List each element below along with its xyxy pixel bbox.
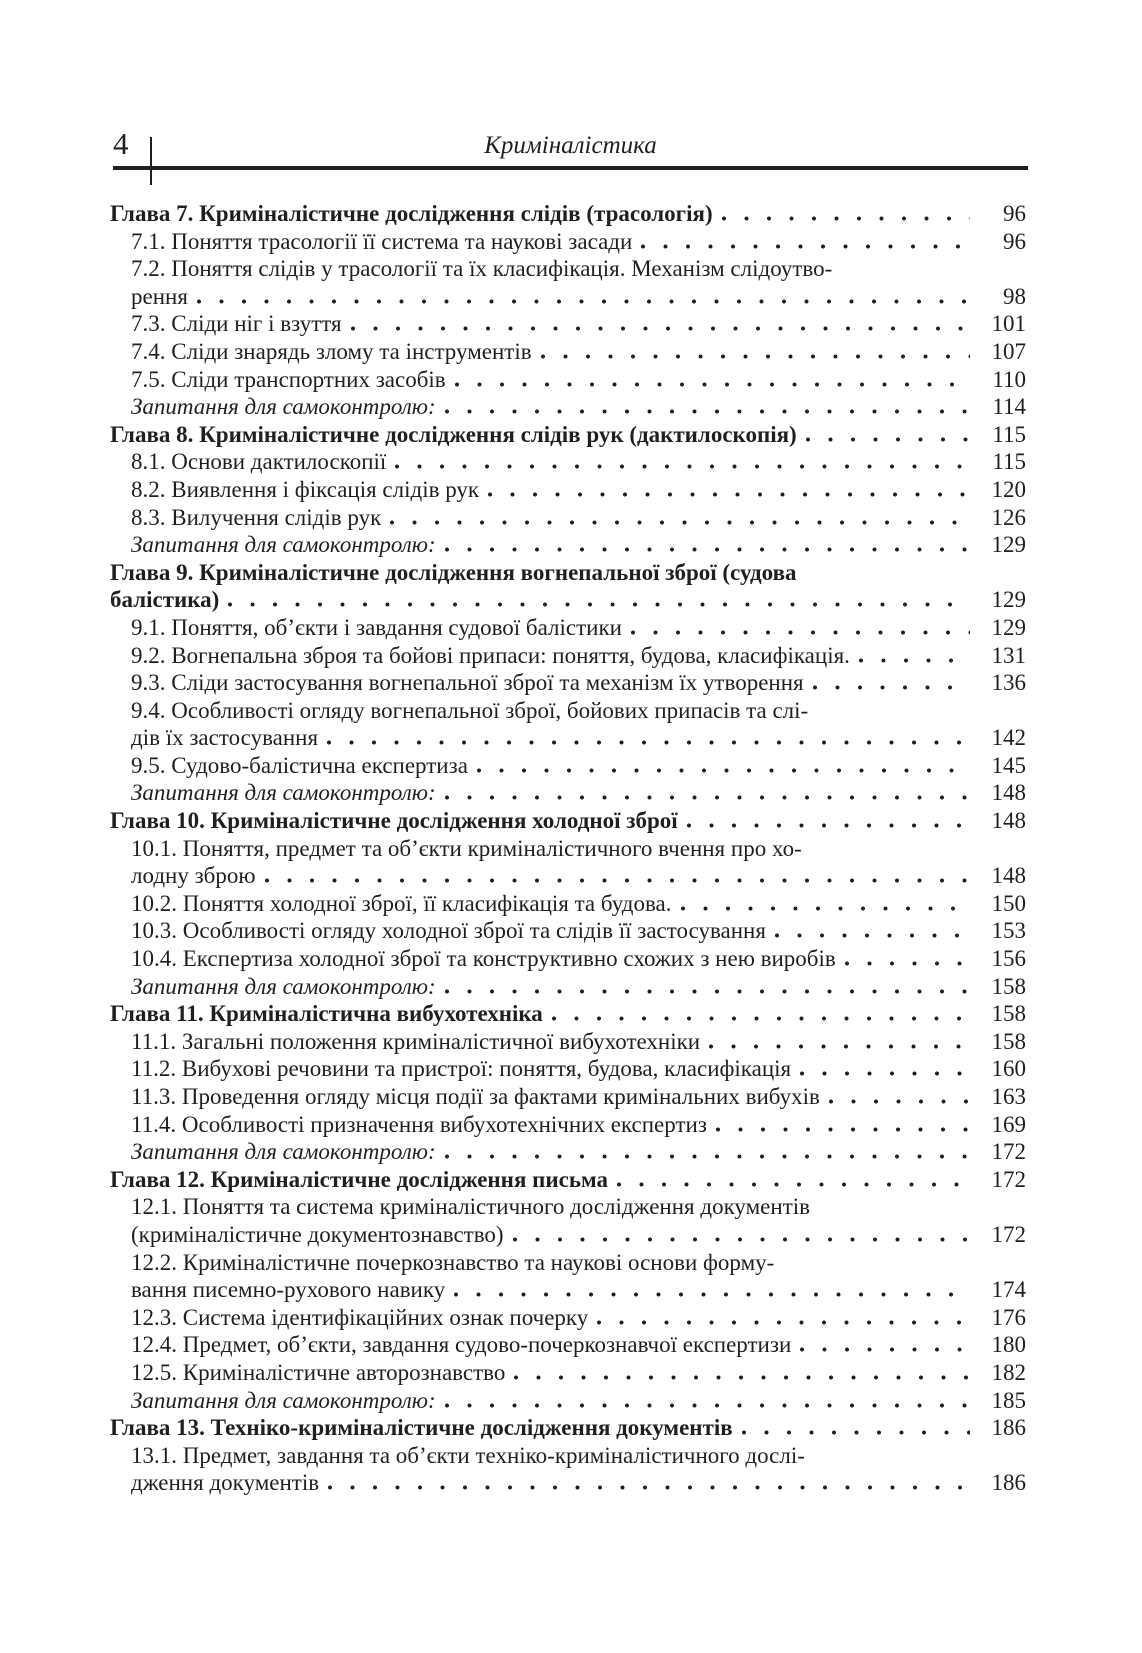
toc-row	[110, 1387, 1026, 1415]
toc-entry-page: 176	[991, 1304, 1026, 1330]
toc-entry-text: 11.3. Проведення огляду місця події за фактами кримінальних вибухів	[131, 1084, 820, 1109]
toc-row	[110, 1359, 1026, 1387]
toc-entry-text: 7.1. Поняття трасології її система та наукові засади	[131, 228, 633, 254]
toc-leader-dots	[686, 823, 970, 828]
toc-entry-page: 129	[991, 587, 1026, 613]
toc-entry-page: 163	[991, 1084, 1026, 1109]
toc-row	[110, 752, 1026, 780]
toc-row	[110, 476, 1026, 504]
toc-entry-text: Глава 9. Криміналістичне дослідження вогнепальної зброї (судова	[110, 559, 797, 585]
toc-entry-page: 156	[991, 946, 1026, 972]
toc-entry-page: 129	[991, 532, 1026, 558]
toc-entry-text: Запитання для самоконтролю:	[131, 1387, 436, 1413]
toc-row	[110, 531, 1026, 559]
toc-entry-text: рення	[131, 283, 188, 309]
toc-leader-dots	[513, 1375, 970, 1380]
toc-leader-dots	[640, 244, 970, 249]
toc-leader-dots	[799, 1347, 970, 1352]
toc-entry-page: 148	[991, 780, 1026, 806]
toc-entry-text: Запитання для самоконтролю:	[131, 973, 436, 999]
toc-row	[110, 1083, 1026, 1111]
toc-leader-dots	[616, 1182, 970, 1187]
toc-row	[110, 1469, 1026, 1497]
toc-row	[110, 669, 1026, 697]
toc-entry-page: 131	[991, 642, 1026, 668]
toc-entry-page: 160	[991, 1056, 1026, 1082]
toc-row	[110, 200, 1026, 228]
toc-entry-text: дів їх застосування	[131, 725, 319, 751]
toc-entry-page: 107	[991, 338, 1026, 364]
toc-row	[110, 1166, 1026, 1194]
toc-leader-dots	[394, 464, 970, 469]
toc-leader-dots	[799, 1071, 970, 1076]
toc-entry-page: 115	[992, 421, 1026, 447]
toc-leader-dots	[551, 1016, 970, 1021]
toc-row	[110, 366, 1026, 394]
toc-entry-text: 7.5. Сліди транспортних засобів	[131, 366, 446, 392]
toc-row	[110, 1414, 1026, 1442]
toc-leader-dots	[844, 961, 970, 966]
toc-row	[110, 917, 1026, 945]
toc-leader-dots	[444, 1403, 970, 1408]
toc-entry-text: Глава 7. Криміналістичне дослідження слідів (трасологія)	[110, 201, 713, 226]
toc-entry-text: 12.4. Предмет, об’єкти, завдання судово-почеркознавчої експертизи	[131, 1332, 792, 1358]
toc-leader-dots	[487, 492, 970, 497]
toc-entry-page: 185	[991, 1387, 1026, 1413]
toc-leader-dots	[444, 409, 970, 414]
toc-entry-text: 9.3. Сліди застосування вогнепальної зброї та механізм їх утворення	[131, 670, 804, 696]
toc-row	[110, 1000, 1026, 1028]
toc-entry-text: 8.3. Вилучення слідів рук	[131, 504, 382, 530]
toc-row	[110, 421, 1026, 449]
toc-leader-dots	[444, 989, 970, 994]
toc-row	[110, 448, 1026, 476]
toc-leader-dots	[741, 1430, 970, 1435]
toc-entry-page: 186	[991, 1470, 1026, 1496]
toc-entry-text: Глава 12. Криміналістичне дослідження письма	[110, 1166, 609, 1192]
toc-row	[110, 973, 1026, 1001]
toc-row	[110, 1331, 1026, 1359]
toc-entry-text: 12.1. Поняття та система криміналістичного дослідження документів	[131, 1194, 810, 1220]
toc-entry-text: Запитання для самоконтролю:	[131, 1139, 436, 1165]
toc-entry-text: 9.5. Судово-балістична експертиза	[131, 752, 468, 778]
toc-row	[110, 697, 1026, 725]
toc-entry-page: 169	[991, 1111, 1026, 1137]
toc-row	[110, 1138, 1026, 1166]
toc-row	[110, 779, 1026, 807]
toc-row	[110, 559, 1026, 587]
toc-entry-text: лодну зброю	[131, 863, 256, 889]
toc-entry-text: 9.1. Поняття, об’єкти і завдання судової балістики	[131, 614, 622, 640]
toc-entry-page: 172	[991, 1221, 1026, 1247]
toc-entry-text: 10.4. Експертиза холодної зброї та конструктивно схожих з нею виробів	[131, 946, 836, 972]
toc-leader-dots	[227, 602, 970, 607]
toc-entry-page: 180	[991, 1332, 1026, 1358]
toc-entry-text: Глава 8. Криміналістичне дослідження слідів рук (дактилоскопія)	[110, 421, 797, 447]
toc-entry-text: 9.2. Вогнепальна зброя та бойові припаси: поняття, будова, класифікація.	[131, 642, 850, 668]
toc-entry-page: 120	[991, 476, 1026, 502]
toc-entry-page: 172	[991, 1166, 1026, 1192]
toc-row	[110, 1304, 1026, 1332]
toc-row	[110, 1193, 1026, 1221]
toc-leader-dots	[774, 933, 970, 938]
toc-row	[110, 835, 1026, 863]
toc-leader-dots	[512, 1237, 970, 1242]
toc-leader-dots	[476, 768, 970, 773]
toc-leader-dots	[389, 520, 970, 525]
toc-row	[110, 945, 1026, 973]
toc-entry-text: 12.5. Криміналістичне авторознавство	[131, 1359, 506, 1385]
toc-row	[110, 283, 1026, 311]
toc-entry-page: 186	[991, 1415, 1026, 1441]
toc-leader-dots	[721, 216, 970, 221]
toc-leader-dots	[444, 1154, 970, 1159]
toc-row	[110, 724, 1026, 752]
toc-entry-page: 158	[991, 973, 1026, 999]
toc-entry-page: 126	[991, 504, 1026, 530]
toc-entry-page: 110	[992, 366, 1026, 392]
toc-entry-text: 7.4. Сліди знарядь злому та інструментів	[131, 338, 532, 364]
toc-leader-dots	[264, 878, 970, 883]
toc-entry-page: 96	[1003, 228, 1026, 254]
toc-entry-text: 8.1. Основи дактилоскопії	[131, 449, 387, 475]
toc-entry-page: 148	[991, 808, 1026, 834]
toc-entry-text: 10.1. Поняття, предмет та об’єкти криміналістичного вчення про хо-	[131, 835, 802, 861]
toc-entry-text: 9.4. Особливості огляду вогнепальної зброї, бойових припасів та слі-	[131, 697, 809, 723]
toc-entry-page: 129	[991, 614, 1026, 640]
toc-entry-page: 136	[991, 670, 1026, 696]
toc-row	[110, 393, 1026, 421]
toc-entry-page: 182	[991, 1359, 1026, 1385]
toc-leader-dots	[326, 740, 970, 745]
toc-entry-text: 12.3. Система ідентифікаційних ознак почерку	[131, 1304, 589, 1330]
toc-row	[110, 1221, 1026, 1249]
toc-row	[110, 1055, 1026, 1083]
toc-entry-text: 11.4. Особливості призначення вибухотехнічних експертиз	[131, 1111, 707, 1137]
header-rule	[113, 166, 1028, 170]
toc-leader-dots	[812, 685, 970, 690]
toc-entry-page: 172	[991, 1139, 1026, 1165]
toc-entry-text: 11.1. Загальні положення криміналістичної вибухотехніки	[131, 1028, 701, 1054]
toc-entry-text: 10.3. Особливості огляду холодної зброї та слідів її застосування	[131, 918, 766, 944]
running-header-title: Криміналістика	[484, 132, 657, 159]
toc-leader-dots	[454, 382, 970, 387]
toc-row	[110, 1028, 1026, 1056]
toc-leader-dots	[858, 658, 970, 663]
toc-entry-text: 8.2. Виявлення і фіксація слідів рук	[131, 476, 480, 502]
toc-row	[110, 1111, 1026, 1139]
toc-row	[110, 862, 1026, 890]
toc-row	[110, 338, 1026, 366]
toc-entry-text: вання писемно-рухового навику	[131, 1277, 446, 1303]
toc-entry-page: 114	[992, 394, 1026, 420]
toc-entry-text: Запитання для самоконтролю:	[131, 532, 436, 558]
toc-row	[110, 504, 1026, 532]
toc-entry-text: Глава 11. Криміналістична вибухотехніка	[110, 1001, 543, 1027]
toc-entry-page: 96	[1003, 201, 1026, 226]
toc-entry-page: 153	[991, 918, 1026, 944]
toc-leader-dots	[444, 795, 970, 800]
toc-row	[110, 1249, 1026, 1277]
toc-list	[110, 200, 1026, 1497]
toc-entry-text: дження документів	[131, 1470, 320, 1496]
toc-leader-dots	[444, 547, 970, 552]
toc-row	[110, 807, 1026, 835]
toc-leader-dots	[680, 906, 971, 911]
toc-entry-text: 13.1. Предмет, завдання та об’єкти техніко-криміналістичного дослі-	[131, 1442, 805, 1468]
toc-entry-text: Глава 10. Криміналістичне дослідження холодної зброї	[110, 808, 678, 834]
toc-entry-page: 158	[991, 1028, 1026, 1054]
toc-entry-text: 7.3. Сліди ніг і взуття	[131, 311, 342, 337]
toc-entry-page: 98	[1003, 283, 1026, 309]
toc-entry-page: 174	[991, 1277, 1026, 1303]
toc-leader-dots	[327, 1485, 970, 1490]
toc-row	[110, 642, 1026, 670]
toc-entry-page: 101	[991, 311, 1026, 337]
toc-leader-dots	[715, 1127, 970, 1132]
toc-entry-text: (криміналістичне документознавство)	[131, 1221, 504, 1247]
toc-entry-text: балістика)	[110, 587, 220, 613]
toc-row	[110, 614, 1026, 642]
toc-entry-page: 158	[991, 1001, 1026, 1027]
toc-row	[110, 310, 1026, 338]
toc-entry-page: 148	[991, 863, 1026, 889]
toc-entry-page: 142	[991, 725, 1026, 751]
toc-leader-dots	[350, 326, 970, 331]
toc-row	[110, 1442, 1026, 1470]
toc-entry-text: Запитання для самоконтролю:	[131, 394, 436, 420]
toc-entry-page: 115	[992, 449, 1026, 475]
toc-entry-text: Запитання для самоконтролю:	[131, 780, 436, 806]
toc-leader-dots	[196, 299, 970, 304]
page-number: 4	[113, 126, 129, 161]
toc-row	[110, 1276, 1026, 1304]
toc-leader-dots	[708, 1044, 970, 1049]
toc-leader-dots	[453, 1292, 970, 1297]
toc-entry-text: 12.2. Криміналістичне почеркознавство та наукові основи форму-	[131, 1249, 775, 1275]
toc-entry-page: 150	[991, 890, 1026, 916]
toc-entry-page: 145	[991, 752, 1026, 778]
toc-leader-dots	[630, 630, 970, 635]
toc-row	[110, 228, 1026, 256]
toc-entry-text: Глава 13. Техніко-криміналістичне дослідження документів	[110, 1415, 733, 1441]
toc-leader-dots	[828, 1099, 970, 1104]
toc-row	[110, 586, 1026, 614]
toc-row	[110, 255, 1026, 283]
toc-entry-text: 11.2. Вибухові речовини та пристрої: поняття, будова, класифікація	[131, 1056, 792, 1082]
toc-row	[110, 890, 1026, 918]
toc-leader-dots	[540, 354, 970, 359]
toc-entry-text: 7.2. Поняття слідів у трасології та їх класифікація. Механізм слідоутво-	[131, 256, 833, 282]
toc-entry-text: 10.2. Поняття холодної зброї, її класифікація та будова.	[131, 890, 672, 916]
toc-leader-dots	[805, 437, 970, 442]
toc-leader-dots	[596, 1320, 970, 1325]
